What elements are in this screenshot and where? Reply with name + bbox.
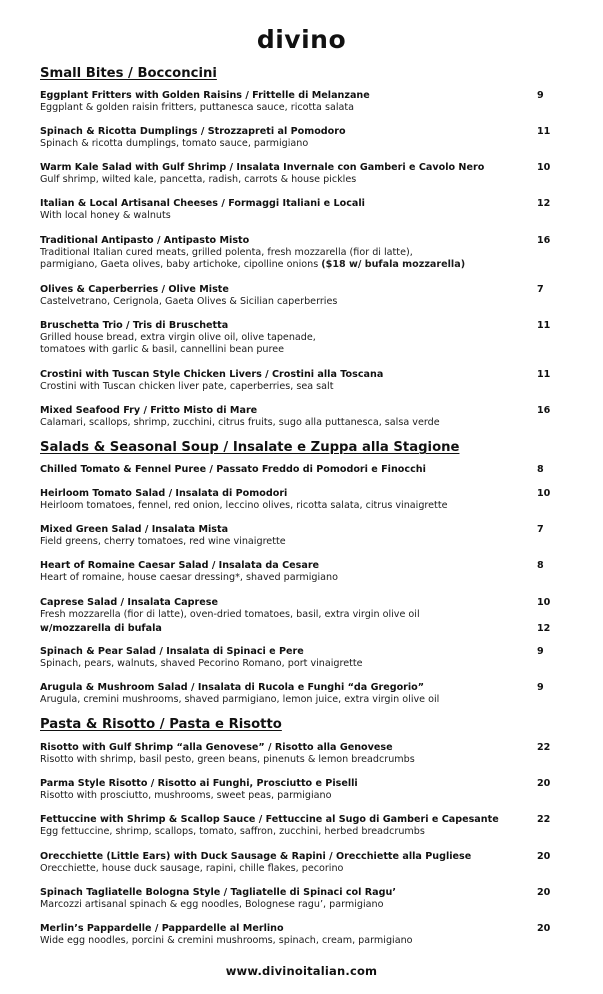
item-name: Caprese Salad / Insalata Caprese <box>40 597 218 608</box>
menu-item <box>40 887 560 911</box>
item-price: 11 <box>537 320 551 331</box>
item-price: 7 <box>537 524 544 535</box>
item-name: Heirloom Tomato Salad / Insalata di Pomodori <box>40 488 288 499</box>
item-description: Orecchiette, house duck sausage, rapini, chille flakes, pecorino <box>40 863 344 874</box>
menu-item <box>40 405 560 429</box>
item-price: 20 <box>537 778 551 789</box>
menu-item <box>40 851 560 875</box>
menu-item <box>40 524 560 548</box>
item-name: Chilled Tomato & Fennel Puree / Passato Freddo di Pomodori e Finocchi <box>40 464 426 475</box>
menu-item <box>40 488 560 512</box>
item-description: Fresh mozzarella (fior di latte), oven-dried tomatoes, basil, extra virgin olive oil <box>40 609 420 620</box>
item-name: Warm Kale Salad with Gulf Shrimp / Insalata Invernale con Gamberi e Cavolo Nero <box>40 162 485 173</box>
item-description: Crostini with Tuscan chicken liver pate, caperberries, sea salt <box>40 381 334 392</box>
item-description: Spinach, pears, walnuts, shaved Pecorino Romano, port vinaigrette <box>40 658 363 669</box>
item-description: Grilled house bread, extra virgin olive oil, olive tapenade, <box>40 332 316 343</box>
item-price: 8 <box>537 560 544 571</box>
menu-item <box>40 198 560 222</box>
item-description: Marcozzi artisanal spinach & egg noodles, Bolognese ragu’, parmigiano <box>40 899 384 910</box>
item-name: Fettuccine with Shrimp & Scallop Sauce / Fettuccine al Sugo di Gamberi e Capesante <box>40 814 499 825</box>
restaurant-name: divino <box>256 25 347 54</box>
item-price: 10 <box>537 597 551 608</box>
menu-item <box>40 778 560 802</box>
website-link[interactable]: www.divinoitalian.com <box>225 964 378 978</box>
menu-item <box>40 814 560 838</box>
menu-item <box>40 90 560 114</box>
item-name: Heart of Romaine Caesar Salad / Insalata da Cesare <box>40 560 320 571</box>
section-title-pasta: Pasta & Risotto / Pasta e Risotto <box>40 717 282 732</box>
item-description: Traditional Italian cured meats, grilled polenta, fresh mozzarella (fior di latte), <box>40 247 413 258</box>
item-price: 22 <box>537 814 551 825</box>
item-description: Calamari, scallops, shrimp, zucchini, citrus fruits, sugo alla puttanesca, salsa verde <box>40 417 440 428</box>
item-price: 11 <box>537 369 551 380</box>
item-name: Spinach & Ricotta Dumplings / Strozzapreti al Pomodoro <box>40 126 346 137</box>
item-price: 11 <box>537 126 551 137</box>
item-price: 10 <box>537 162 551 173</box>
section-title-salads: Salads & Seasonal Soup / Insalate e Zuppa alla Stagione <box>40 440 460 455</box>
item-price: 20 <box>537 923 551 934</box>
item-option-price: 12 <box>537 623 551 634</box>
item-name: Orecchiette (Little Ears) with Duck Sausage & Rapini / Orecchiette alla Pugliese <box>40 851 472 862</box>
item-description: Heirloom tomatoes, fennel, red onion, leccino olives, ricotta salata, citrus vinaigrette <box>40 500 448 511</box>
item-price: 8 <box>537 464 544 475</box>
item-price: 9 <box>537 646 544 657</box>
item-option-name: w/mozzarella di bufala <box>40 623 162 634</box>
item-name: Bruschetta Trio / Tris di Bruschetta <box>40 320 229 331</box>
item-price: 16 <box>537 405 551 416</box>
item-name: Eggplant Fritters with Golden Raisins / Frittelle di Melanzane <box>40 90 370 101</box>
item-description: With local honey & walnuts <box>40 210 171 221</box>
item-price: 12 <box>537 198 551 209</box>
item-description: Spinach & ricotta dumplings, tomato sauce, parmigiano <box>40 138 309 149</box>
item-name: Spinach & Pear Salad / Insalata di Spinaci e Pere <box>40 646 304 657</box>
item-price: 20 <box>537 851 551 862</box>
item-name: Italian & Local Artisanal Cheeses / Formaggi Italiani e Locali <box>40 198 365 209</box>
menu-item <box>40 742 560 766</box>
item-name: Parma Style Risotto / Risotto ai Funghi, Prosciutto e Piselli <box>40 778 358 789</box>
item-description: Gulf shrimp, wilted kale, pancetta, radish, carrots & house pickles <box>40 174 357 185</box>
menu-item <box>40 646 560 670</box>
menu-item <box>40 162 560 186</box>
item-name: Olives & Caperberries / Olive Miste <box>40 284 229 295</box>
menu-item <box>40 284 560 308</box>
menu-item <box>40 126 560 150</box>
section-title-small-bites: Small Bites / Bocconcini <box>40 66 217 81</box>
item-name: Mixed Seafood Fry / Fritto Misto di Mare <box>40 405 258 416</box>
item-name: Merlin’s Pappardelle / Pappardelle al Merlino <box>40 923 284 934</box>
menu-item <box>40 597 560 635</box>
menu-item <box>40 235 560 271</box>
item-price: 7 <box>537 284 544 295</box>
item-description: Arugula, cremini mushrooms, shaved parmigiano, lemon juice, extra virgin olive oil <box>40 694 440 705</box>
item-description: Wide egg noodles, porcini & cremini mushrooms, spinach, cream, parmigiano <box>40 935 413 946</box>
item-description: Field greens, cherry tomatoes, red wine vinaigrette <box>40 536 286 547</box>
item-name: Spinach Tagliatelle Bologna Style / Tagliatelle di Spinaci col Ragu’ <box>40 887 396 898</box>
item-description: Risotto with shrimp, basil pesto, green beans, pinenuts & lemon breadcrumbs <box>40 754 415 765</box>
item-price: 20 <box>537 887 551 898</box>
item-description-line-2: parmigiano, Gaeta olives, baby artichoke, cipolline onions ($18 w/ bufala mozzarella) <box>40 259 466 270</box>
item-name: Traditional Antipasto / Antipasto Misto <box>40 235 250 246</box>
item-price: 9 <box>537 90 544 101</box>
item-description: Risotto with prosciutto, mushrooms, sweet peas, parmigiano <box>40 790 332 801</box>
item-price: 10 <box>537 488 551 499</box>
item-description: Egg fettuccine, shrimp, scallops, tomato, saffron, zucchini, herbed breadcrumbs <box>40 826 425 837</box>
item-description: Heart of romaine, house caesar dressing*, shaved parmigiano <box>40 572 339 583</box>
item-description: Eggplant & golden raisin fritters, puttanesca sauce, ricotta salata <box>40 102 355 113</box>
item-name: Mixed Green Salad / Insalata Mista <box>40 524 229 535</box>
item-price: 16 <box>537 235 551 246</box>
item-description-line-2: tomatoes with garlic & basil, cannellini bean puree <box>40 344 285 355</box>
menu-item <box>40 464 560 476</box>
menu-item <box>40 923 560 947</box>
menu-item <box>40 560 560 584</box>
menu-item <box>40 369 560 393</box>
item-name: Risotto with Gulf Shrimp “alla Genovese” / Risotto alla Genovese <box>40 742 393 753</box>
item-name: Crostini with Tuscan Style Chicken Livers / Crostini alla Toscana <box>40 369 384 380</box>
menu-item <box>40 320 560 356</box>
bufala-upcharge: ($18 w/ bufala mozzarella) <box>321 259 466 270</box>
item-price: 22 <box>537 742 551 753</box>
menu-item <box>40 682 560 706</box>
item-name: Arugula & Mushroom Salad / Insalata di Rucola e Funghi “da Gregorio” <box>40 682 425 693</box>
item-description: Castelvetrano, Cerignola, Gaeta Olives & Sicilian caperberries <box>40 296 338 307</box>
item-price: 9 <box>537 682 544 693</box>
